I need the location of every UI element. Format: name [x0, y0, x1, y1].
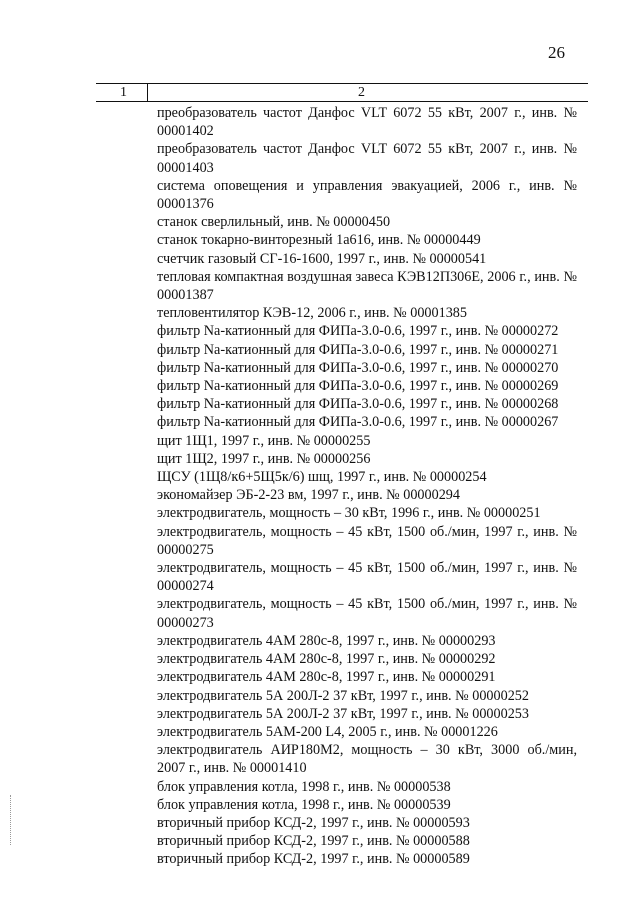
list-item: электродвигатель 5А 200Л-2 37 кВт, 1997 г., инв. № 00000252 [157, 687, 529, 704]
list-item: фильтр Na-катионный для ФИПа-3.0-0.6, 1997 г., инв. № 00000268 [157, 396, 559, 413]
list-item: электродвигатель 5А 200Л-2 37 кВт, 1997 г., инв. № 00000253 [157, 705, 529, 722]
column-1-header: 1 [120, 85, 127, 100]
list-item: преобразователь частот Данфос VLT 6072 55 кВт, 2007 г., инв. № 00001403 [157, 141, 577, 176]
list-item: блок управления котла, 1998 г., инв. № 00000539 [157, 796, 451, 813]
margin-mark [10, 795, 13, 845]
list-item: щит 1Щ1, 1997 г., инв. № 00000255 [157, 432, 371, 449]
list-item: ЩСУ (1Щ8/к6+5Щ5к/6) шщ, 1997 г., инв. № 00000254 [157, 469, 487, 486]
list-item: электродвигатель, мощность – 45 кВт, 1500 об./мин, 1997 г., инв. № 00000274 [157, 560, 577, 595]
list-item: станок сверлильный, инв. № 00000450 [157, 214, 391, 231]
list-item: электродвигатель 4АМ 280с-8, 1997 г., инв. № 00000293 [157, 632, 496, 649]
page-number: 26 [548, 43, 565, 62]
list-item: фильтр Na-катионный для ФИПа-3.0-0.6, 1997 г., инв. № 00000272 [157, 323, 559, 340]
list-item: вторичный прибор КСД-2, 1997 г., инв. № 00000588 [157, 833, 470, 850]
list-item: электродвигатель, мощность – 30 кВт, 1996 г., инв. № 00000251 [157, 505, 541, 522]
list-item: тепловентилятор КЭВ-12, 2006 г., инв. № 00001385 [157, 305, 467, 322]
list-item: щит 1Щ2, 1997 г., инв. № 00000256 [157, 450, 371, 467]
list-item: станок токарно-винторезный 1а616, инв. № 00000449 [157, 232, 481, 249]
column-divider [147, 84, 148, 101]
table-header-row [96, 83, 588, 102]
list-item: фильтр Na-катионный для ФИПа-3.0-0.6, 1997 г., инв. № 00000271 [157, 341, 559, 358]
list-item: вторичный прибор КСД-2, 1997 г., инв. № 00000593 [157, 814, 470, 831]
list-item: электродвигатель, мощность – 45 кВт, 1500 об./мин, 1997 г., инв. № 00000273 [157, 596, 577, 631]
list-item: система оповещения и управления эвакуацией, 2006 г., инв. № 00001376 [157, 177, 577, 213]
list-item: электродвигатель 5АМ-200 L4, 2005 г., инв. № 00001226 [157, 723, 498, 740]
list-item: экономайзер ЭБ-2-23 вм, 1997 г., инв. № 00000294 [157, 487, 460, 504]
list-item: фильтр Na-катионный для ФИПа-3.0-0.6, 1997 г., инв. № 00000267 [157, 414, 559, 431]
list-item: вторичный прибор КСД-2, 1997 г., инв. № 00000589 [157, 851, 470, 868]
list-item: преобразователь частот Данфос VLT 6072 55 кВт, 2007 г., инв. № 00001402 [157, 105, 577, 140]
equipment-list [157, 104, 577, 869]
list-item: тепловая компактная воздушная завеса КЭВ12П306Е, 2006 г., инв. № 00001387 [157, 268, 577, 304]
list-item: электродвигатель 4АМ 280с-8, 1997 г., инв. № 00000292 [157, 651, 496, 668]
column-2-header: 2 [358, 85, 365, 100]
list-item: электродвигатель 4АМ 280с-8, 1997 г., инв. № 00000291 [157, 669, 496, 686]
list-item: блок управления котла, 1998 г., инв. № 00000538 [157, 778, 451, 795]
list-item: фильтр Na-катионный для ФИПа-3.0-0.6, 1997 г., инв. № 00000270 [157, 359, 559, 376]
list-item: фильтр Na-катионный для ФИПа-3.0-0.6, 1997 г., инв. № 00000269 [157, 378, 559, 395]
list-item: счетчик газовый СГ-16-1600, 1997 г., инв. № 00000541 [157, 250, 487, 267]
list-item: электродвигатель АИР180М2, мощность – 30 кВт, 3000 об./мин, 2007 г., инв. № 00001410 [157, 742, 577, 777]
list-item: электродвигатель, мощность – 45 кВт, 1500 об./мин, 1997 г., инв. № 00000275 [157, 523, 577, 558]
